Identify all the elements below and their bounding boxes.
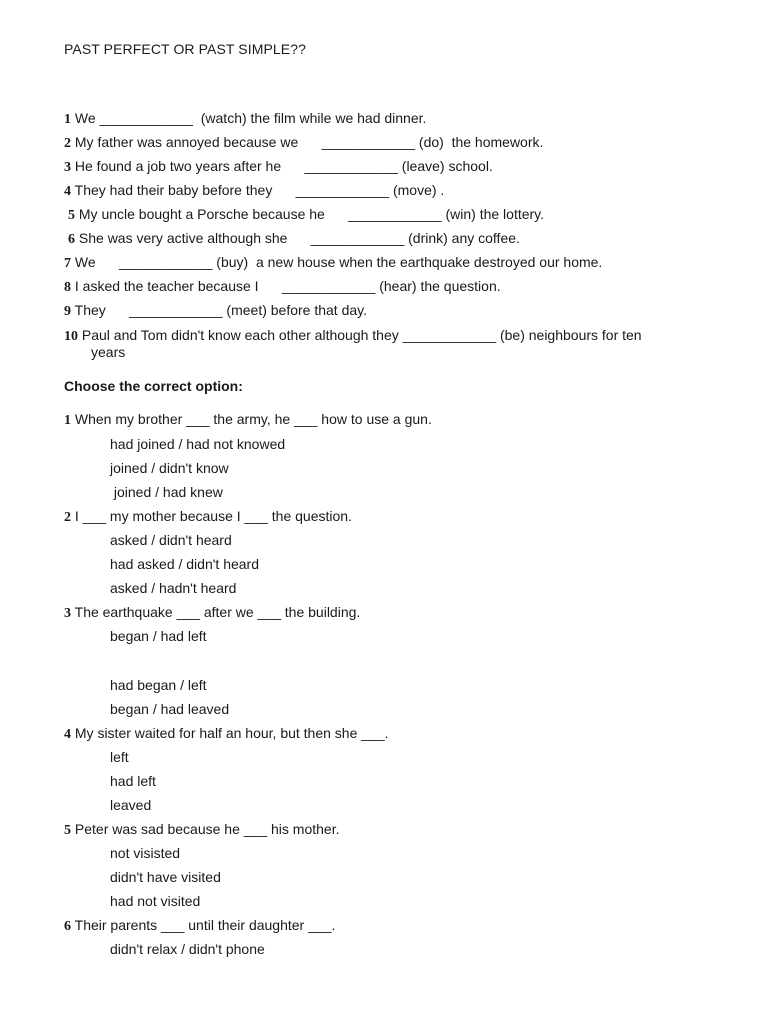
item-text: We ____________ (watch) the film while we had dinner. — [71, 110, 427, 126]
answer-option: left — [110, 749, 129, 765]
item-number: 9 — [64, 304, 71, 319]
item-text: They had their baby before they ____________ (move) . — [71, 182, 445, 198]
exercise1-item — [68, 230, 520, 248]
answer-option: joined / had knew — [110, 484, 223, 500]
question-text: My sister waited for half an hour, but then she ___. — [71, 725, 389, 741]
exercise1-item — [64, 158, 493, 176]
exercise1-item — [64, 110, 426, 128]
item-text: He found a job two years after he ____________ (leave) school. — [71, 158, 493, 174]
exercise1-item — [64, 302, 367, 320]
answer-option: asked / hadn't heard — [110, 580, 237, 596]
item-text: She was very active although she ____________ (drink) any coffee. — [75, 230, 520, 246]
item-text: My father was annoyed because we ____________ (do) the homework. — [71, 134, 544, 150]
answer-option: leaved — [110, 797, 152, 813]
exercise1-item — [68, 206, 544, 224]
answer-option: didn't have visited — [110, 869, 221, 885]
answer-option: began / had left — [110, 628, 207, 644]
question — [64, 508, 352, 526]
answer-option: didn't relax / didn't phone — [110, 941, 265, 957]
exercise1-item — [64, 134, 543, 152]
question-number: 5 — [64, 823, 71, 838]
exercise1-item — [64, 182, 444, 200]
question-text: I ___ my mother because I ___ the question. — [71, 508, 352, 524]
question — [64, 604, 360, 622]
answer-option: had asked / didn't heard — [110, 556, 260, 572]
answer-option: had joined / had not knowed — [110, 436, 286, 452]
item-text: We ____________ (buy) a new house when the earthquake destroyed our home. — [71, 254, 603, 270]
question — [64, 725, 389, 743]
item-number: 1 — [64, 112, 71, 127]
item-text: They ____________ (meet) before that day. — [71, 302, 368, 318]
question-number: 6 — [64, 919, 71, 934]
section-heading: Choose the correct option: — [64, 378, 243, 394]
question-number: 4 — [64, 727, 71, 742]
item-number: 6 — [68, 232, 75, 247]
item-number: 2 — [64, 136, 71, 151]
page-title: PAST PERFECT OR PAST SIMPLE?? — [64, 41, 307, 57]
item-text: My uncle bought a Porsche because he ____________ (win) the lottery. — [75, 206, 545, 222]
question — [64, 411, 432, 429]
answer-option: had began / left — [110, 677, 207, 693]
question-number: 1 — [64, 413, 71, 428]
item-number: 7 — [64, 256, 71, 271]
answer-option: had left — [110, 773, 156, 789]
question-text: Peter was sad because he ___ his mother. — [71, 821, 340, 837]
answer-option: had not visited — [110, 893, 201, 909]
question-number: 3 — [64, 606, 71, 621]
exercise1-item — [64, 327, 642, 345]
answer-option: not visisted — [110, 845, 181, 861]
item-number: 10 — [64, 329, 78, 344]
item-number: 4 — [64, 184, 71, 199]
question — [64, 917, 335, 935]
question — [64, 821, 340, 839]
item-text: Paul and Tom didn't know each other although they ____________ (be) neighbours for ten — [78, 327, 642, 343]
question-text: The earthquake ___ after we ___ the building. — [71, 604, 361, 620]
question-text: When my brother ___ the army, he ___ how to use a gun. — [71, 411, 432, 427]
item-number: 5 — [68, 208, 75, 223]
exercise1-item — [64, 254, 602, 272]
question-number: 2 — [64, 510, 71, 525]
answer-option: asked / didn't heard — [110, 532, 232, 548]
answer-option: joined / didn't know — [110, 460, 229, 476]
item-number: 3 — [64, 160, 71, 175]
answer-option: began / had leaved — [110, 701, 230, 717]
exercise1-item — [64, 278, 501, 296]
item-text: I asked the teacher because I ____________ (hear) the question. — [71, 278, 501, 294]
question-text: Their parents ___ until their daughter ___. — [71, 917, 336, 933]
item-continuation: years — [91, 344, 126, 360]
item-number: 8 — [64, 280, 71, 295]
